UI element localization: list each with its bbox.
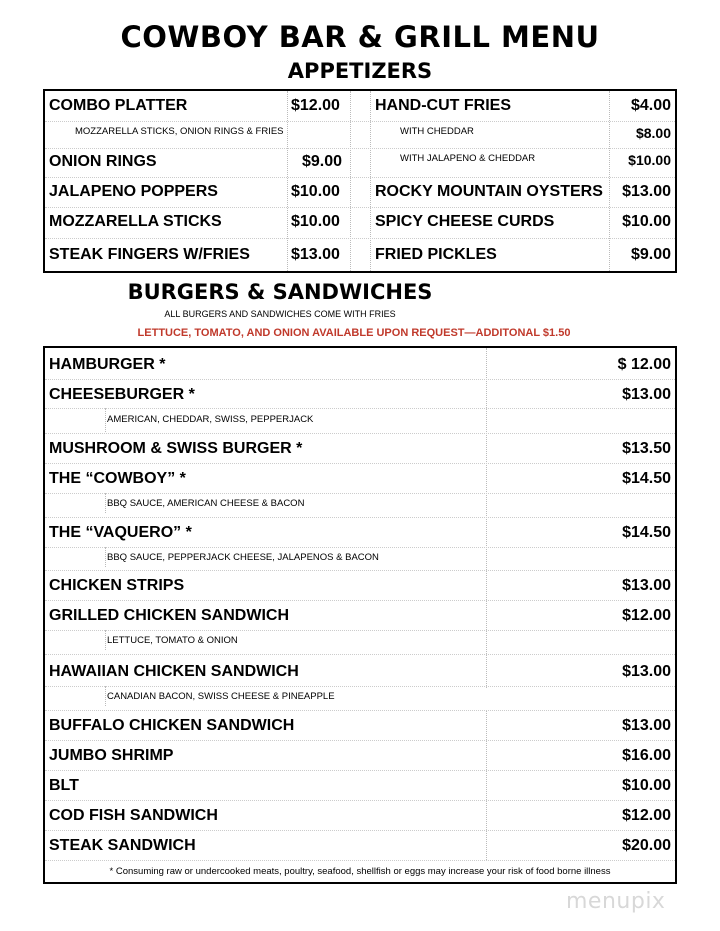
menu-item-name: JALAPENO POPPERS: [49, 183, 218, 200]
row-divider: [45, 570, 675, 571]
menu-item-price: $9.00: [630, 246, 671, 263]
column-divider: [105, 408, 106, 432]
row-divider: [45, 770, 675, 771]
menu-item-price: $13.00: [291, 246, 340, 263]
request-note: LETTUCE, TOMATO, AND ONION AVAILABLE UPON REQUEST—ADDITONAL $1.50: [137, 327, 571, 339]
column-divider: [105, 547, 106, 567]
menu-item-price: $10.00: [622, 777, 671, 794]
row-divider: [45, 433, 675, 434]
menu-item-name: BUFFALO CHICKEN SANDWICH: [49, 717, 295, 734]
menu-item-name: MUSHROOM & SWISS BURGER *: [49, 440, 303, 457]
appetizers-heading: APPETIZERS: [287, 59, 433, 83]
row-divider: [45, 600, 675, 601]
menu-item-name: JUMBO SHRIMP: [49, 747, 174, 764]
row-divider: [45, 408, 675, 409]
menu-item-name: ONION RINGS: [49, 153, 157, 170]
row-divider: [45, 379, 675, 380]
column-divider: [486, 710, 487, 860]
menu-item-price: $9.00: [302, 153, 343, 170]
menu-item-price: $12.00: [622, 607, 671, 624]
menu-item-description: MOZZARELLA STICKS, ONION RINGS & FRIES: [75, 126, 284, 137]
menu-item-price: $13.00: [622, 183, 671, 200]
column-divider: [287, 91, 288, 271]
row-divider: [45, 710, 675, 711]
menu-item-price: $14.50: [622, 470, 671, 487]
menu-item-name: HAND-CUT FRIES: [375, 97, 511, 114]
row-divider: [45, 740, 675, 741]
menu-item-description: AMERICAN, CHEDDAR, SWISS, PEPPERJACK: [107, 414, 314, 425]
column-divider: [370, 91, 371, 271]
menu-item-name: HAMBURGER *: [49, 356, 166, 373]
menu-item-name: STEAK FINGERS W/FRIES: [49, 246, 250, 263]
menu-item-name: THE “VAQUERO” *: [49, 524, 192, 541]
menu-item-name: CHICKEN STRIPS: [49, 577, 185, 594]
menu-item-price: $14.50: [622, 524, 671, 541]
column-divider: [105, 686, 106, 706]
menu-item-price: $13.00: [622, 577, 671, 594]
burgers-heading: BURGERS & SANDWICHES: [127, 280, 433, 304]
menu-item-description: CANADIAN BACON, SWISS CHEESE & PINEAPPLE: [107, 691, 335, 702]
row-divider: [45, 121, 675, 122]
menu-item-description: WITH CHEDDAR: [400, 126, 474, 137]
menu-item-name: HAWAIIAN CHICKEN SANDWICH: [49, 663, 299, 680]
health-footnote: * Consuming raw or undercooked meats, poultry, seafood, shellfish or eggs may increase your risk of food borne illness: [109, 866, 611, 877]
row-divider: [45, 517, 675, 518]
menu-item-price: $10.00: [622, 213, 671, 230]
column-divider: [105, 630, 106, 650]
menu-item-name: STEAK SANDWICH: [49, 837, 196, 854]
menu-item-price: $13.00: [622, 717, 671, 734]
row-divider: [45, 860, 675, 861]
row-divider: [45, 686, 675, 687]
column-divider: [609, 91, 610, 271]
row-divider: [45, 493, 675, 494]
row-divider: [45, 830, 675, 831]
row-divider: [45, 630, 675, 631]
menu-item-price: $10.00: [291, 213, 340, 230]
menu-item-price: $20.00: [622, 837, 671, 854]
row-divider: [45, 238, 675, 239]
menu-item-price: $12.00: [291, 97, 340, 114]
row-divider: [45, 148, 675, 149]
appetizers-table: [43, 89, 677, 273]
menu-title: COWBOY BAR & GRILL MENU: [120, 20, 600, 54]
row-divider: [45, 654, 675, 655]
menu-item-name: COD FISH SANDWICH: [49, 807, 218, 824]
menu-item-description: BBQ SAUCE, AMERICAN CHEESE & BACON: [107, 498, 305, 509]
menu-item-price: $8.00: [635, 125, 671, 141]
row-divider: [45, 177, 675, 178]
menu-item-price: $13.00: [622, 386, 671, 403]
row-divider: [45, 547, 675, 548]
row-divider: [45, 800, 675, 801]
menu-item-price: $16.00: [622, 747, 671, 764]
menu-item-name: GRILLED CHICKEN SANDWICH: [49, 607, 289, 624]
menu-item-name: FRIED PICKLES: [375, 246, 497, 263]
burgers-table: [43, 346, 677, 884]
menu-item-price: $4.00: [630, 97, 671, 114]
column-divider: [105, 493, 106, 513]
menu-item-name: COMBO PLATTER: [49, 97, 188, 114]
menu-item-price: $10.00: [291, 183, 340, 200]
menu-item-price: $13.00: [622, 663, 671, 680]
menu-item-description: BBQ SAUCE, PEPPERJACK CHEESE, JALAPENOS & BACON: [107, 552, 379, 563]
menu-item-description: LETTUCE, TOMATO & ONION: [107, 635, 238, 646]
column-divider: [350, 91, 351, 271]
menu-item-name: SPICY CHEESE CURDS: [375, 213, 555, 230]
column-divider: [486, 348, 487, 570]
menu-item-name: MOZZARELLA STICKS: [49, 213, 222, 230]
row-divider: [45, 207, 675, 208]
menu-item-name: ROCKY MOUNTAIN OYSTERS: [375, 183, 603, 200]
menu-item-price: $13.50: [622, 440, 671, 457]
menu-item-price: $12.00: [622, 807, 671, 824]
column-divider: [486, 570, 487, 688]
menu-item-name: THE “COWBOY” *: [49, 470, 186, 487]
row-divider: [45, 463, 675, 464]
fries-note: ALL BURGERS AND SANDWICHES COME WITH FRIES: [164, 309, 396, 319]
menu-item-name: CHEESEBURGER *: [49, 386, 195, 403]
menu-item-price: $ 12.00: [617, 356, 671, 373]
menu-item-name: BLT: [49, 777, 79, 794]
menu-item-description: WITH JALAPENO & CHEDDAR: [400, 153, 536, 164]
menupix-watermark: menupix: [566, 889, 666, 914]
menu-item-price: $10.00: [628, 152, 671, 168]
